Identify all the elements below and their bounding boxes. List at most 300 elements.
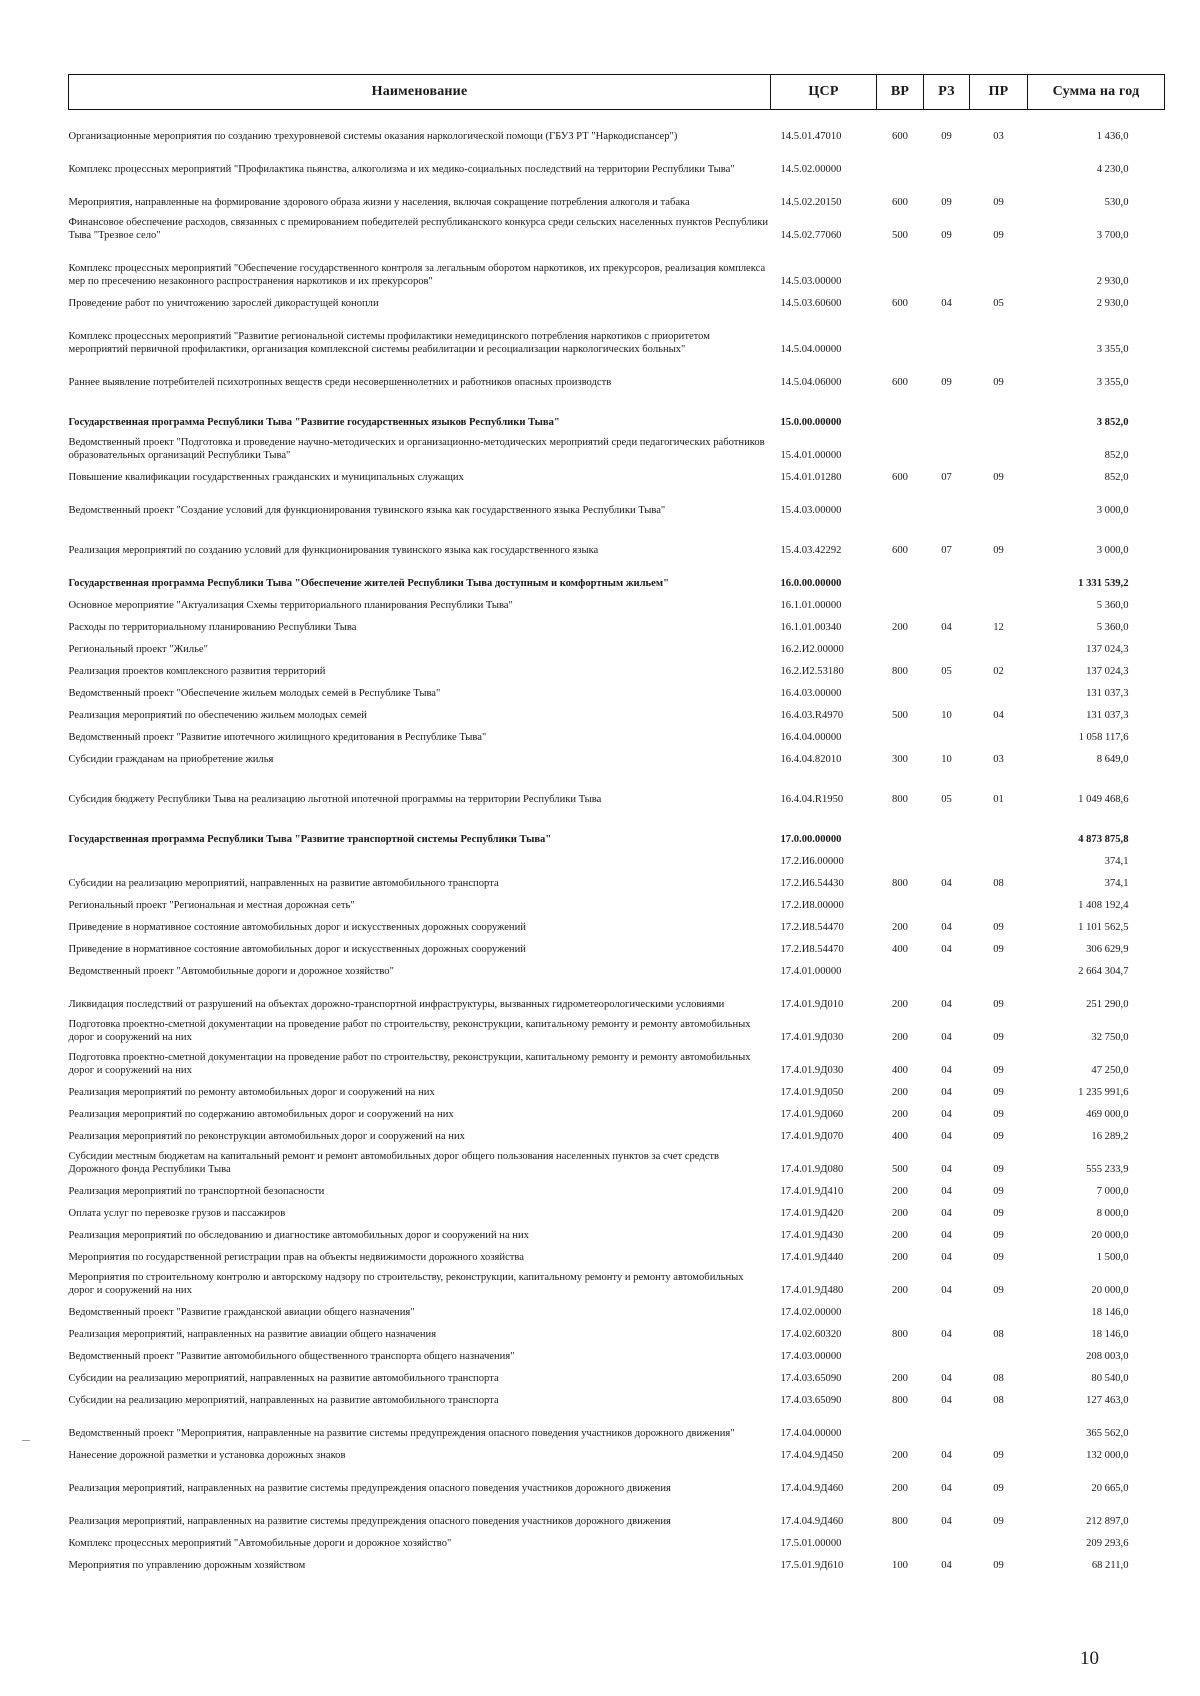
cell-csr: 14.5.02.77060 <box>780 230 842 241</box>
cell-sum: 1 058 117,6 <box>1078 732 1129 743</box>
cell-rz <box>924 143 970 176</box>
cell-csr: 15.4.03.00000 <box>780 505 842 516</box>
cell-name: Реализация мероприятий по реконструкции автомобильных дорог и сооружений на них <box>68 1131 465 1142</box>
cell-name: Мероприятия, направленные на формирование здорового образа жизни у населения, включая сокращение потребления алкоголя и табака <box>68 197 690 208</box>
cell-sum: 2 930,0 <box>1096 298 1129 309</box>
cell-csr: 14.5.02.00000 <box>780 164 842 175</box>
cell-vr: 200 <box>892 1483 908 1494</box>
cell-vr <box>877 956 924 978</box>
cell-pr <box>970 678 1028 700</box>
cell-sum: 7 000,0 <box>1096 1186 1129 1197</box>
cell-name: Организационные мероприятия по созданию трехуровневой системы оказания наркологической помощи (ГБУЗ РТ "Наркодиспансер") <box>68 131 678 142</box>
cell-rz: 04 <box>941 1329 952 1340</box>
table-row <box>69 462 1165 484</box>
cell-vr <box>877 484 924 517</box>
cell-rz: 04 <box>941 1252 952 1263</box>
table-row <box>69 1176 1165 1198</box>
table-row <box>69 590 1165 612</box>
cell-name: Расходы по территориальному планированию Республики Тыва <box>68 622 357 633</box>
table-row <box>69 429 1165 462</box>
table-row <box>69 176 1165 209</box>
cell-vr <box>877 722 924 744</box>
cell-name: Субсидии местным бюджетам на капитальный ремонт и ремонт автомобильных дорог общего пользования населенных пунктов за счет средств Дорожного фонда Республики Тыва <box>68 1151 720 1175</box>
cell-vr: 200 <box>892 1208 908 1219</box>
cell-name: Государственная программа Республики Тыва "Развитие государственных языков Республики Тыва" <box>68 417 560 428</box>
table-header <box>69 75 1165 110</box>
cell-sum: 3 000,0 <box>1096 545 1129 556</box>
cell-rz: 04 <box>941 1230 952 1241</box>
cell-rz: 09 <box>941 377 952 388</box>
cell-sum: 16 289,2 <box>1091 1131 1129 1142</box>
cell-vr: 300 <box>892 754 908 765</box>
table-row <box>69 1341 1165 1363</box>
cell-rz: 09 <box>941 197 952 208</box>
cell-name: Комплекс процессных мероприятий "Профилактика пьянства, алкоголизма и их медико-социальных последствий на территории Республики Тыва" <box>68 164 735 175</box>
table-row <box>69 744 1165 766</box>
cell-rz: 04 <box>941 1208 952 1219</box>
cell-name: Государственная программа Республики Тыва "Развитие транспортной системы Республики Тыва" <box>68 834 552 845</box>
table-row <box>69 978 1165 1011</box>
cell-vr: 600 <box>892 377 908 388</box>
cell-csr: 17.4.01.9Д420 <box>780 1208 844 1219</box>
cell-rz: 10 <box>941 754 952 765</box>
cell-rz: 04 <box>941 1109 952 1120</box>
cell-pr <box>970 890 1028 912</box>
cell-rz <box>924 484 970 517</box>
cell-sum: 8 000,0 <box>1096 1208 1129 1219</box>
cell-pr: 09 <box>993 377 1004 388</box>
cell-pr <box>970 590 1028 612</box>
cell-sum: 374,1 <box>1104 856 1129 867</box>
cell-rz: 04 <box>941 1516 952 1527</box>
cell-sum: 3 000,0 <box>1096 505 1129 516</box>
table-row <box>69 612 1165 634</box>
cell-name: Проведение работ по уничтожению зарослей дикорастущей конопли <box>68 298 379 309</box>
budget-table <box>68 74 1165 1572</box>
cell-pr <box>970 956 1028 978</box>
table-body <box>69 110 1165 1573</box>
cell-name: Ведомственный проект "Развитие гражданской авиации общего назначения" <box>68 1307 415 1318</box>
cell-rz: 10 <box>941 710 952 721</box>
table-row <box>69 678 1165 700</box>
cell-pr: 09 <box>993 1087 1004 1098</box>
cell-name: Ведомственный проект "Развитие автомобильного общественного транспорта общего назначения" <box>68 1351 515 1362</box>
cell-rz <box>924 590 970 612</box>
cell-rz <box>924 1297 970 1319</box>
cell-rz: 04 <box>941 1285 952 1296</box>
cell-rz: 04 <box>941 298 952 309</box>
cell-vr <box>877 678 924 700</box>
cell-name: Реализация мероприятий по обследованию и диагностике автомобильных дорог и сооружений на них <box>68 1230 529 1241</box>
table-row <box>69 912 1165 934</box>
cell-vr: 200 <box>892 1285 908 1296</box>
cell-vr: 400 <box>892 1065 908 1076</box>
cell-csr: 14.5.03.60600 <box>780 298 842 309</box>
table-row <box>69 656 1165 678</box>
cell-pr: 01 <box>993 794 1004 805</box>
cell-pr <box>970 1297 1028 1319</box>
cell-rz: 04 <box>941 1032 952 1043</box>
cell-rz: 05 <box>941 794 952 805</box>
header-name: Наименование <box>69 75 771 110</box>
cell-sum: 209 293,6 <box>1086 1538 1129 1549</box>
cell-pr: 09 <box>993 922 1004 933</box>
table-row <box>69 1440 1165 1462</box>
cell-csr: 16.4.04.82010 <box>780 754 842 765</box>
cell-pr: 08 <box>993 1329 1004 1340</box>
cell-name: Мероприятия по государственной регистрации прав на объекты недвижимости дорожного хозяйства <box>68 1252 524 1263</box>
cell-csr: 14.5.02.20150 <box>780 197 842 208</box>
cell-pr: 09 <box>993 1560 1004 1571</box>
cell-pr: 09 <box>993 1450 1004 1461</box>
cell-csr: 17.4.03.65090 <box>780 1373 842 1384</box>
cell-name: Комплекс процессных мероприятий "Обеспечение государственного контроля за легальным оборотом наркотиков, их прекурсоров, реализация комплекса мер по пресечению незаконного распространения наркотиков и их прекурсоров" <box>68 263 766 287</box>
cell-vr: 200 <box>892 622 908 633</box>
cell-sum: 32 750,0 <box>1091 1032 1129 1043</box>
cell-pr: 09 <box>993 230 1004 241</box>
cell-sum: 1 408 192,4 <box>1078 900 1129 911</box>
cell-name: Повышение квалификации государственных гражданских и муниципальных служащих <box>68 472 464 483</box>
cell-csr: 17.0.00.00000 <box>780 834 842 845</box>
table-row <box>69 1220 1165 1242</box>
cell-sum: 365 562,0 <box>1086 1428 1129 1439</box>
cell-sum: 2 664 304,7 <box>1078 966 1129 977</box>
cell-sum: 3 852,0 <box>1096 417 1129 428</box>
cell-name: Государственная программа Республики Тыва "Обеспечение жителей Республики Тыва доступным и комфортным жильем" <box>68 578 669 589</box>
table-row <box>69 110 1165 144</box>
cell-csr: 17.4.01.9Д060 <box>780 1109 844 1120</box>
cell-sum: 2 930,0 <box>1096 276 1129 287</box>
cell-vr <box>877 242 924 288</box>
table-row <box>69 356 1165 389</box>
table-row <box>69 1077 1165 1099</box>
cell-sum: 131 037,3 <box>1086 688 1129 699</box>
header-vr: ВР <box>877 75 924 110</box>
cell-sum: 208 003,0 <box>1086 1351 1129 1362</box>
cell-csr: 15.4.03.42292 <box>780 545 842 556</box>
cell-pr <box>970 242 1028 288</box>
cell-name: Мероприятия по управлению дорожным хозяйством <box>68 1560 306 1571</box>
cell-pr <box>970 722 1028 744</box>
cell-vr: 800 <box>892 794 908 805</box>
cell-sum: 3 355,0 <box>1096 344 1129 355</box>
cell-vr: 200 <box>892 1186 908 1197</box>
cell-vr: 800 <box>892 878 908 889</box>
cell-csr: 17.4.04.9Д450 <box>780 1450 844 1461</box>
cell-name: Подготовка проектно-сметной документации на проведение работ по строительству, реконструкции, капитальному ремонту и ремонту автомобильных дорог и сооружений на них <box>68 1019 751 1043</box>
cell-rz: 09 <box>941 230 952 241</box>
cell-rz <box>924 956 970 978</box>
cell-sum: 20 665,0 <box>1091 1483 1129 1494</box>
cell-csr: 16.2.И2.00000 <box>780 644 844 655</box>
cell-name: Комплекс процессных мероприятий "Развитие региональной системы профилактики немедицинского потребления наркотиков с приоритетом мероприятий первичной профилактики, организация комплексной системы реабилитации и ресоциализации наркологических больных" <box>68 331 710 355</box>
cell-pr: 09 <box>993 1032 1004 1043</box>
cell-csr: 16.1.01.00340 <box>780 622 842 633</box>
cell-sum: 80 540,0 <box>1091 1373 1129 1384</box>
cell-rz: 09 <box>941 131 952 142</box>
cell-sum: 131 037,3 <box>1086 710 1129 721</box>
cell-pr: 12 <box>993 622 1004 633</box>
cell-name: Реализация мероприятий по обеспечению жильем молодых семей <box>68 710 367 721</box>
table-row <box>69 1528 1165 1550</box>
cell-vr: 400 <box>892 944 908 955</box>
cell-rz: 07 <box>941 472 952 483</box>
cell-sum: 530,0 <box>1104 197 1129 208</box>
cell-rz <box>924 722 970 744</box>
cell-name: Реализация мероприятий по ремонту автомобильных дорог и сооружений на них <box>68 1087 435 1098</box>
cell-sum: 1 101 562,5 <box>1078 922 1129 933</box>
cell-name: Ликвидация последствий от разрушений на объектах дорожно-транспортной инфраструктуры, вызванных гидрометеорологическими условиями <box>68 999 725 1010</box>
cell-pr: 02 <box>993 666 1004 677</box>
cell-pr <box>970 143 1028 176</box>
cell-pr <box>970 310 1028 356</box>
cell-sum: 18 146,0 <box>1091 1329 1129 1340</box>
cell-rz: 04 <box>941 1186 952 1197</box>
cell-csr: 14.5.01.47010 <box>780 131 842 142</box>
cell-name: Реализация мероприятий, направленных на развитие системы предупреждения опасного поведения участников дорожного движения <box>68 1483 671 1494</box>
cell-name: Субсидии на реализацию мероприятий, направленных на развитие автомобильного транспорта <box>68 878 499 889</box>
cell-csr: 17.4.04.00000 <box>780 1428 842 1439</box>
cell-pr: 09 <box>993 999 1004 1010</box>
cell-sum: 47 250,0 <box>1091 1065 1129 1076</box>
table-row <box>69 1462 1165 1495</box>
cell-csr: 17.5.01.9Д610 <box>780 1560 844 1571</box>
cell-pr: 08 <box>993 878 1004 889</box>
cell-csr: 17.2.И6.00000 <box>780 856 844 867</box>
cell-csr: 14.5.04.06000 <box>780 377 842 388</box>
cell-name: Нанесение дорожной разметки и установка дорожных знаков <box>68 1450 346 1461</box>
cell-sum: 18 146,0 <box>1091 1307 1129 1318</box>
cell-csr: 16.4.04.R1950 <box>780 794 844 805</box>
cell-csr: 15.4.01.01280 <box>780 472 842 483</box>
cell-sum: 5 360,0 <box>1096 600 1129 611</box>
cell-vr: 100 <box>892 1560 908 1571</box>
cell-vr: 200 <box>892 1230 908 1241</box>
cell-sum: 4 873 875,8 <box>1078 834 1129 845</box>
cell-csr: 14.5.03.00000 <box>780 276 842 287</box>
cell-name: Мероприятия по строительному контролю и авторскому надзору по строительству, реконструкции, капитальному ремонту и ремонту автомобильных дорог и сооружений на них <box>68 1272 744 1296</box>
cell-vr <box>877 557 924 590</box>
cell-vr: 400 <box>892 1131 908 1142</box>
cell-csr: 17.4.01.9Д430 <box>780 1230 844 1241</box>
cell-pr: 09 <box>993 197 1004 208</box>
cell-sum: 1 331 539,2 <box>1078 578 1129 589</box>
cell-vr <box>877 310 924 356</box>
cell-rz <box>924 389 970 429</box>
cell-csr: 17.4.01.9Д050 <box>780 1087 844 1098</box>
cell-sum: 1 500,0 <box>1096 1252 1129 1263</box>
table-row <box>69 1319 1165 1341</box>
cell-sum: 852,0 <box>1104 450 1129 461</box>
table-row <box>69 1363 1165 1385</box>
cell-pr <box>970 1407 1028 1440</box>
table-row <box>69 517 1165 557</box>
cell-rz <box>924 242 970 288</box>
cell-rz: 04 <box>941 1164 952 1175</box>
cell-sum: 1 235 991,6 <box>1078 1087 1129 1098</box>
cell-csr: 17.2.И8.54470 <box>780 922 844 933</box>
header-csr: ЦСР <box>771 75 877 110</box>
cell-name: Реализация мероприятий по содержанию автомобильных дорог и сооружений на них <box>68 1109 454 1120</box>
cell-pr: 09 <box>993 1230 1004 1241</box>
cell-vr: 600 <box>892 472 908 483</box>
cell-rz: 05 <box>941 666 952 677</box>
table-row <box>69 722 1165 744</box>
cell-pr <box>970 846 1028 868</box>
table-row <box>69 1121 1165 1143</box>
cell-csr: 17.4.01.00000 <box>780 966 842 977</box>
cell-rz: 04 <box>941 878 952 889</box>
cell-pr <box>970 389 1028 429</box>
scan-artifact <box>22 1440 30 1441</box>
cell-name: Приведение в нормативное состояние автомобильных дорог и искусственных дорожных сооружений <box>68 944 526 955</box>
cell-name: Реализация проектов комплексного развития территорий <box>68 666 326 677</box>
header-rz: РЗ <box>924 75 970 110</box>
cell-pr: 09 <box>993 944 1004 955</box>
cell-csr: 16.4.03.00000 <box>780 688 842 699</box>
cell-pr: 09 <box>993 1065 1004 1076</box>
cell-vr <box>877 890 924 912</box>
cell-pr: 09 <box>993 1516 1004 1527</box>
cell-pr <box>970 806 1028 846</box>
cell-vr <box>877 590 924 612</box>
cell-csr: 17.2.И6.54430 <box>780 878 844 889</box>
table-row <box>69 806 1165 846</box>
cell-name: Ведомственный проект "Мероприятия, направленные на развитие системы предупреждения опасного поведения участников дорожного движения" <box>68 1428 735 1439</box>
table-row <box>69 1297 1165 1319</box>
cell-rz <box>924 1341 970 1363</box>
cell-rz: 04 <box>941 1560 952 1571</box>
cell-rz: 04 <box>941 1087 952 1098</box>
cell-sum: 68 211,0 <box>1091 1560 1129 1571</box>
cell-name: Финансовое обеспечение расходов, связанных с премированием победителей республиканского конкурса среди сельских населенных пунктов Республики Тыва "Трезвое село" <box>68 217 769 241</box>
cell-name: Комплекс процессных мероприятий "Автомобильные дороги и дорожное хозяйство" <box>68 1538 452 1549</box>
cell-pr: 09 <box>993 1186 1004 1197</box>
cell-pr: 09 <box>993 1164 1004 1175</box>
cell-rz: 04 <box>941 1065 952 1076</box>
cell-rz: 04 <box>941 944 952 955</box>
cell-name: Ведомственный проект "Развитие ипотечного жилищного кредитования в Республике Тыва" <box>68 732 487 743</box>
cell-rz: 04 <box>941 1373 952 1384</box>
cell-csr: 17.4.02.60320 <box>780 1329 842 1340</box>
table-row <box>69 1242 1165 1264</box>
cell-pr <box>970 484 1028 517</box>
cell-rz <box>924 846 970 868</box>
cell-pr <box>970 634 1028 656</box>
cell-rz <box>924 429 970 462</box>
table-row <box>69 890 1165 912</box>
cell-vr: 800 <box>892 666 908 677</box>
cell-pr: 03 <box>993 754 1004 765</box>
cell-vr: 500 <box>892 230 908 241</box>
cell-vr: 200 <box>892 1109 908 1120</box>
cell-name: Субсидии на реализацию мероприятий, направленных на развитие автомобильного транспорта <box>68 1373 499 1384</box>
cell-rz <box>924 890 970 912</box>
cell-csr: 17.4.01.9Д030 <box>780 1032 844 1043</box>
cell-sum: 3 700,0 <box>1096 230 1129 241</box>
cell-vr <box>877 1528 924 1550</box>
cell-vr <box>877 429 924 462</box>
cell-csr: 17.4.01.9Д440 <box>780 1252 844 1263</box>
cell-pr <box>970 1341 1028 1363</box>
header-pr: ПР <box>970 75 1028 110</box>
cell-vr: 200 <box>892 922 908 933</box>
cell-pr: 09 <box>993 1252 1004 1263</box>
table-row <box>69 242 1165 288</box>
cell-name: Субсидии на реализацию мероприятий, направленных на развитие автомобильного транспорта <box>68 1395 499 1406</box>
table-row <box>69 1044 1165 1077</box>
cell-name <box>69 846 771 868</box>
header-row <box>69 75 1165 110</box>
cell-name: Подготовка проектно-сметной документации на проведение работ по строительству, реконструкции, капитальному ремонту и ремонту автомобильных дорог и сооружений на них <box>68 1052 751 1076</box>
table-row <box>69 868 1165 890</box>
cell-sum: 555 233,9 <box>1086 1164 1129 1175</box>
cell-name: Реализация мероприятий по созданию условий для функционирования тувинского языка как государственного языка <box>68 545 599 556</box>
cell-vr <box>877 143 924 176</box>
cell-vr: 200 <box>892 1032 908 1043</box>
table-row <box>69 1143 1165 1176</box>
cell-vr <box>877 1407 924 1440</box>
cell-csr: 17.4.01.9Д010 <box>780 999 844 1010</box>
cell-rz: 04 <box>941 999 952 1010</box>
cell-csr: 17.5.01.00000 <box>780 1538 842 1549</box>
table-row <box>69 1198 1165 1220</box>
cell-name: Реализация мероприятий, направленных на развитие авиации общего назначения <box>68 1329 437 1340</box>
cell-rz <box>924 557 970 590</box>
table-row <box>69 1407 1165 1440</box>
cell-name: Ведомственный проект "Создание условий для функционирования тувинского языка как государственного языка Республики Тыва" <box>68 505 666 516</box>
cell-vr: 800 <box>892 1395 908 1406</box>
cell-pr: 09 <box>993 1285 1004 1296</box>
cell-pr: 08 <box>993 1395 1004 1406</box>
cell-name: Ведомственный проект "Обеспечение жильем молодых семей в Республике Тыва" <box>68 688 441 699</box>
cell-vr: 600 <box>892 298 908 309</box>
cell-rz <box>924 1528 970 1550</box>
cell-pr: 03 <box>993 131 1004 142</box>
cell-sum: 1 049 468,6 <box>1078 794 1129 805</box>
cell-sum: 132 000,0 <box>1086 1450 1129 1461</box>
cell-pr: 09 <box>993 1483 1004 1494</box>
header-sum: Сумма на год <box>1028 75 1165 110</box>
cell-vr: 200 <box>892 1087 908 1098</box>
cell-csr: 16.0.00.00000 <box>780 578 842 589</box>
cell-rz: 04 <box>941 922 952 933</box>
cell-csr: 17.2.И8.00000 <box>780 900 844 911</box>
cell-vr <box>877 806 924 846</box>
cell-pr: 09 <box>993 1109 1004 1120</box>
cell-sum: 469 000,0 <box>1086 1109 1129 1120</box>
cell-pr <box>970 429 1028 462</box>
cell-name: Субсидия бюджету Республики Тыва на реализацию льготной ипотечной программы на территории Республики Тыва <box>68 794 602 805</box>
table-row <box>69 934 1165 956</box>
cell-name: Основное мероприятие "Актуализация Схемы территориального планирования Республики Тыва" <box>68 600 513 611</box>
cell-pr <box>970 557 1028 590</box>
cell-vr: 500 <box>892 710 908 721</box>
cell-vr: 600 <box>892 131 908 142</box>
cell-vr: 200 <box>892 999 908 1010</box>
cell-csr: 17.4.01.9Д030 <box>780 1065 844 1076</box>
cell-rz: 04 <box>941 1131 952 1142</box>
cell-vr <box>877 634 924 656</box>
cell-rz <box>924 310 970 356</box>
cell-csr: 17.4.04.9Д460 <box>780 1483 844 1494</box>
cell-name: Приведение в нормативное состояние автомобильных дорог и искусственных дорожных сооружений <box>68 922 526 933</box>
cell-sum: 5 360,0 <box>1096 622 1129 633</box>
cell-vr: 800 <box>892 1516 908 1527</box>
cell-csr: 17.4.01.9Д070 <box>780 1131 844 1142</box>
cell-rz: 04 <box>941 622 952 633</box>
cell-csr: 15.4.01.00000 <box>780 450 842 461</box>
